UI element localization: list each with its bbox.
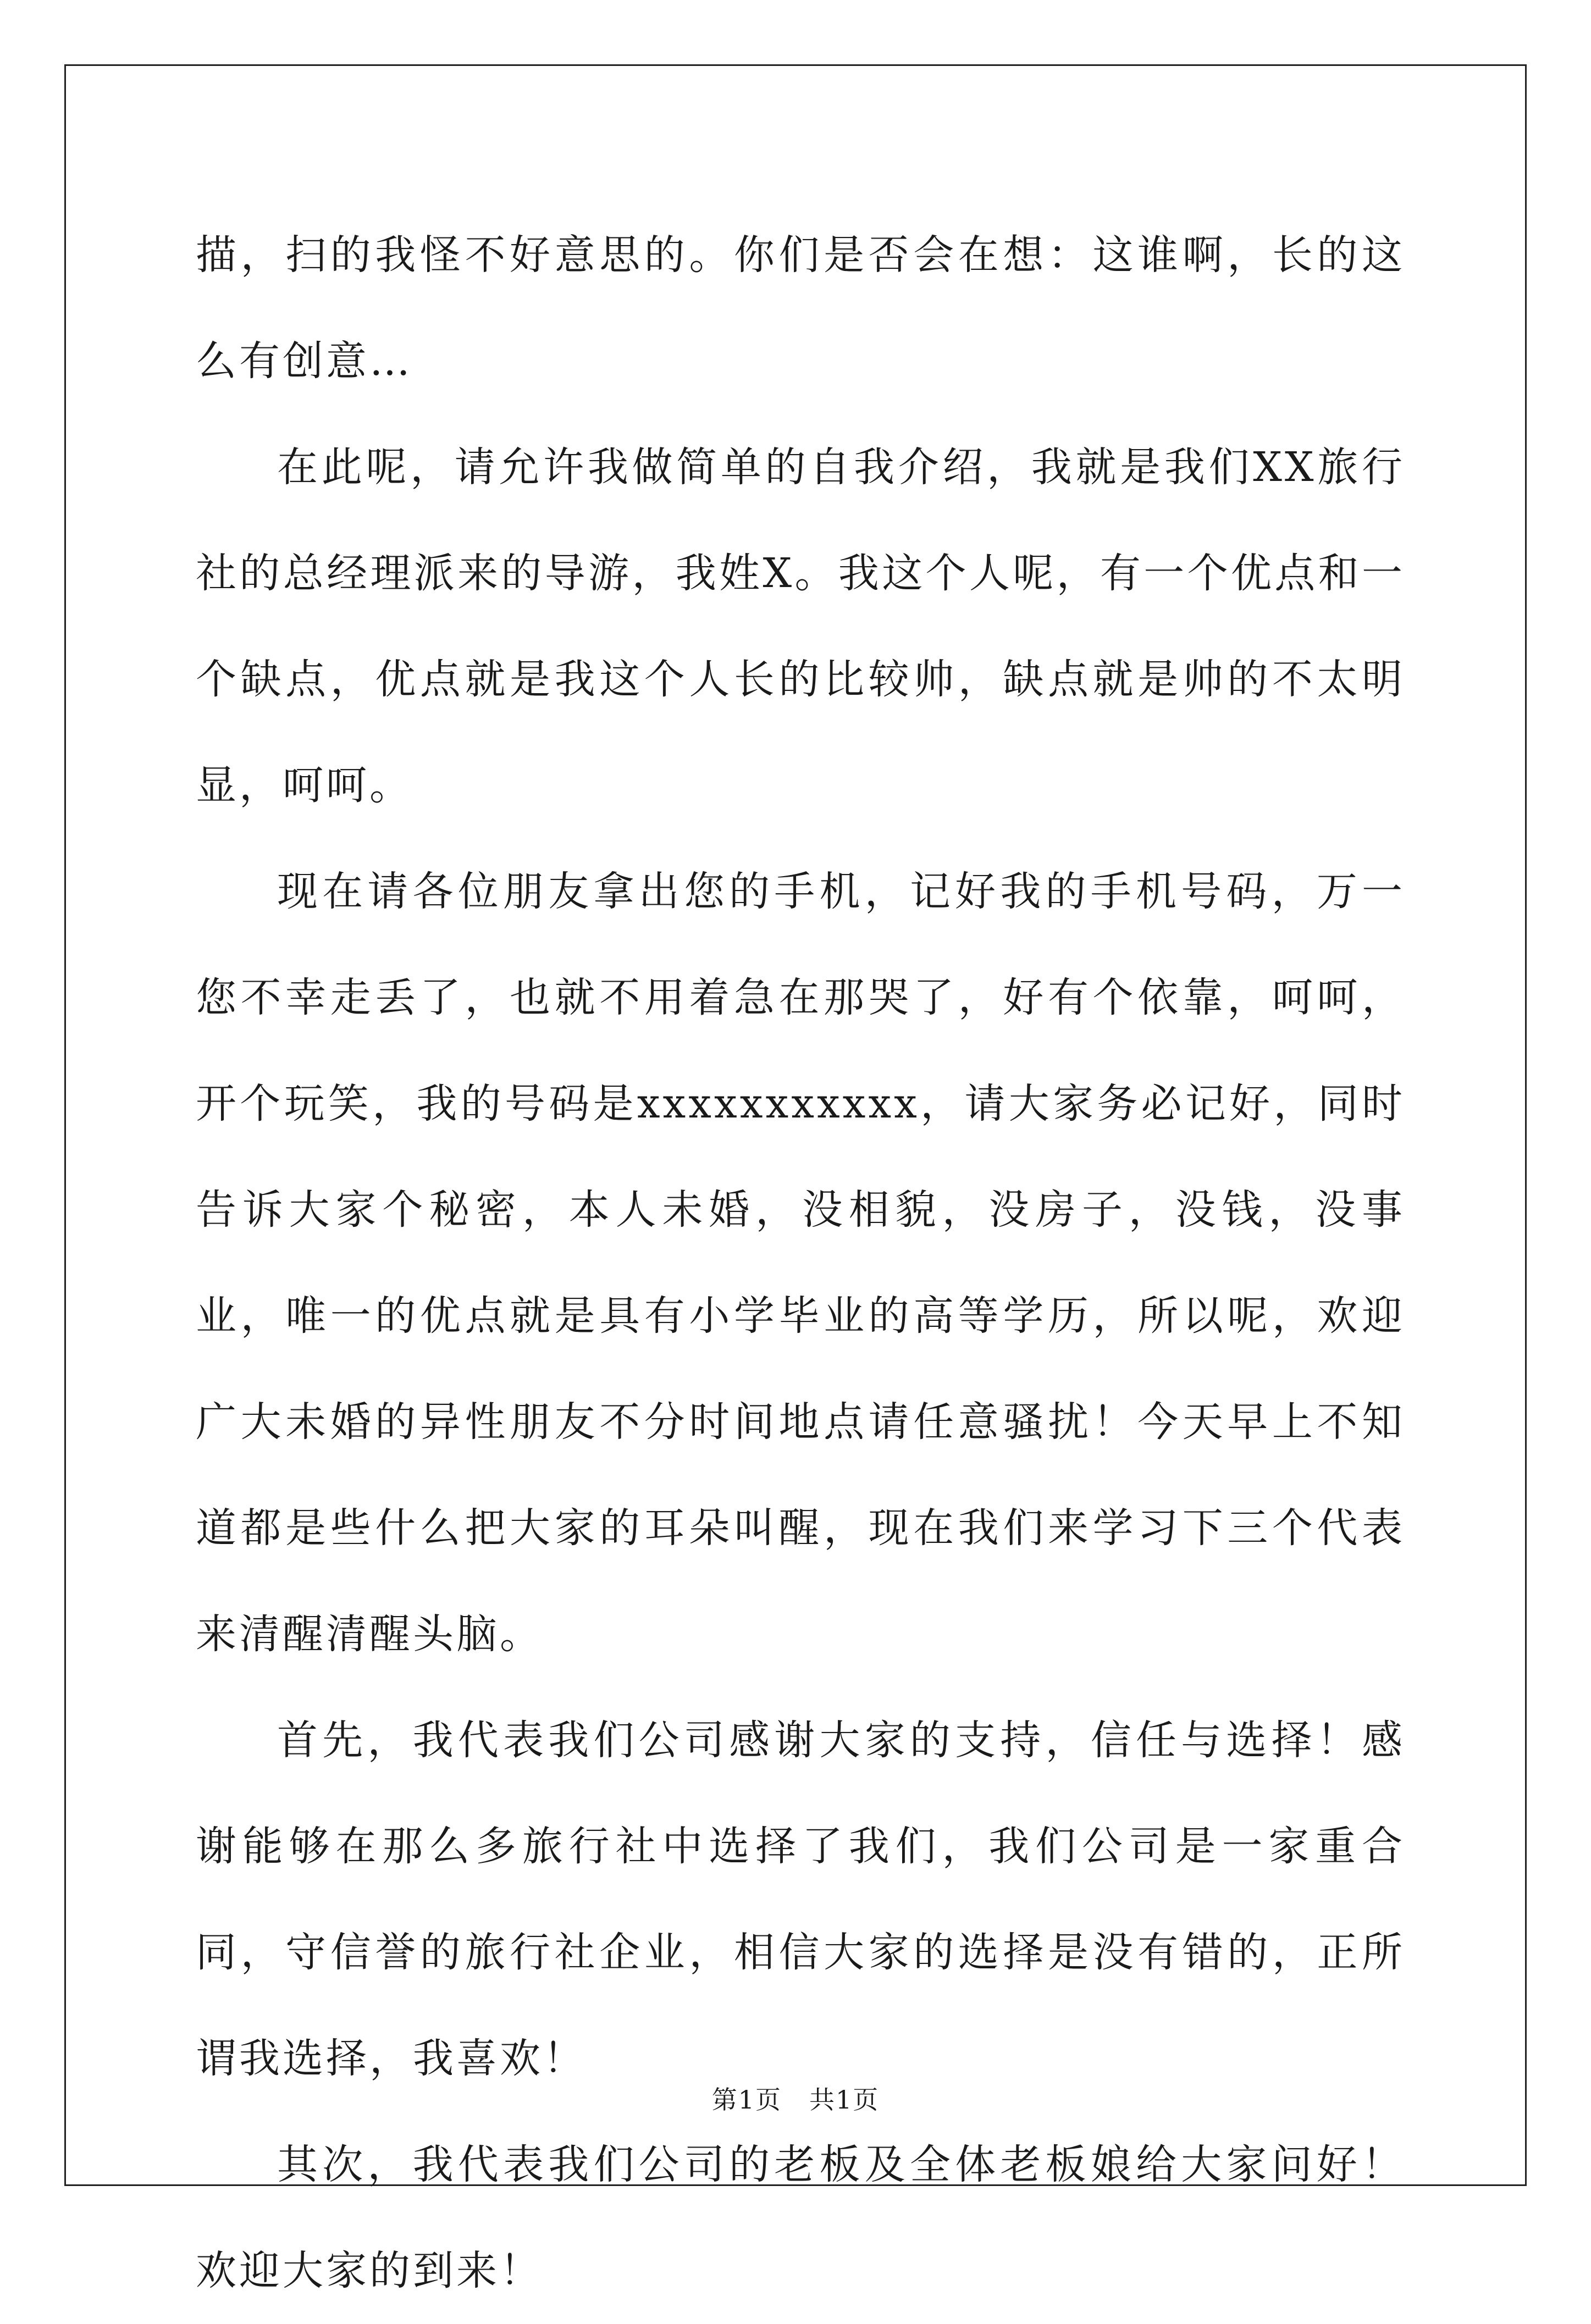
paragraph-self-introduction: 在此呢，请允许我做简单的自我介绍，我就是我们XX旅行社的总经理派来的导游，我姓X。我这个人呢，有一个优点和一个缺点，优点就是我这个人长的比较帅，缺点就是帅的不太明显，呵呵。 — [196, 444, 1405, 809]
paragraph-phone-number: 现在请各位朋友拿出您的手机，记好我的手机号码，万一您不幸走丢了，也就不用着急在那哭了，好有个依靠，呵呵，开个玩笑，我的号码是xxxxxxxxxxx，请大家务必记好，同时告诉大家个秘密，本人未婚，没相貌，没房子，没钱，没事业，唯一的优点就是具有小学毕业的高等学历，所以呢，欢迎广大未婚的异性朋友不分时间地点请任意骚扰！今天早上不知道都是些什么把大家的耳朵叫醒，现在我们来学习下三个代表来清醒清醒头脑。 — [196, 868, 1405, 1658]
paragraph-greeting: 其次，我代表我们公司的老板及全体老板娘给大家问好！欢迎大家的到来！ — [196, 2141, 1405, 2294]
page-footer — [0, 2083, 1591, 2116]
page-count: 共1页 — [809, 2085, 880, 2115]
paragraph-thanks: 首先，我代表我们公司感谢大家的支持，信任与选择！感谢能够在那么多旅行社中选择了我们，我们公司是一家重合同，守信誉的旅行社企业，相信大家的选择是没有错的，正所谓我选择，我喜欢！ — [196, 1717, 1405, 2082]
paragraph-continuation: 描，扫的我怪不好意思的。你们是否会在想：这谁啊，长的这么有创意… — [196, 231, 1405, 385]
page-number: 第1页 — [711, 2085, 782, 2115]
document-body — [196, 202, 1405, 2324]
